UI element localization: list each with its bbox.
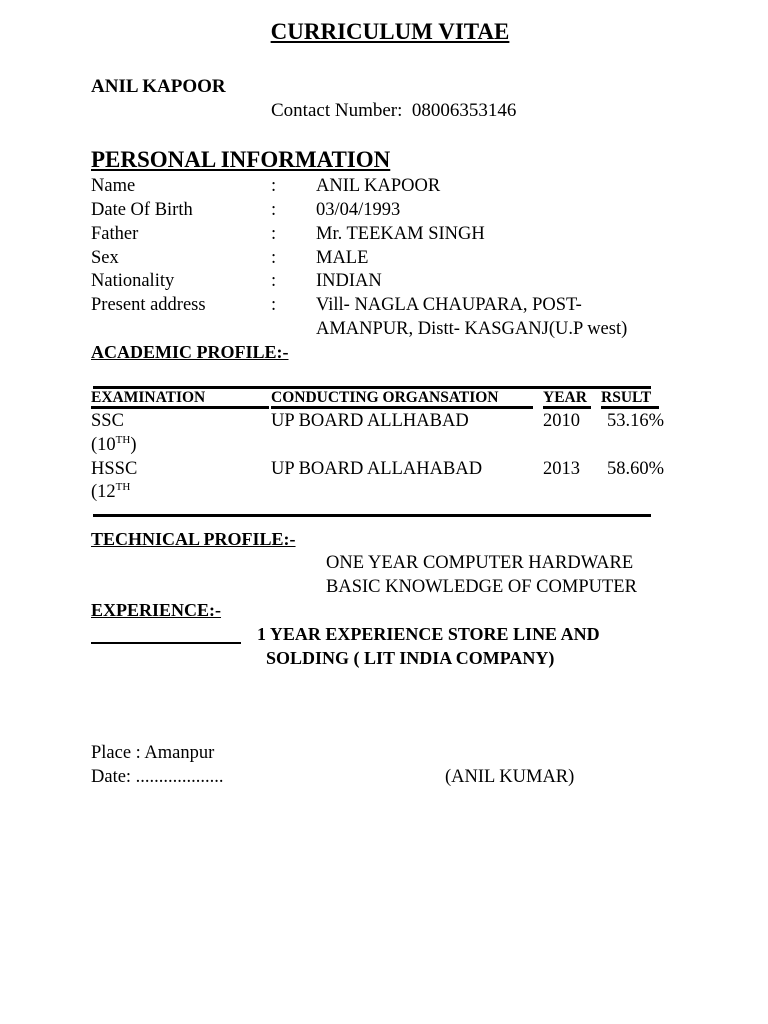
exam-level-number: (10 <box>91 435 116 455</box>
date-line: Date: ................... <box>91 767 224 787</box>
table-bottom-rule <box>93 514 651 517</box>
academic-profile-heading: ACADEMIC PROFILE:- <box>91 342 289 362</box>
pi-label-father: Father <box>91 224 139 244</box>
table-cell-year: 2010 <box>543 411 580 431</box>
table-cell-exam-level <box>91 436 137 455</box>
document-title: CURRICULUM VITAE <box>270 19 510 44</box>
exam-level-number: (12 <box>91 482 116 502</box>
pi-colon: : <box>271 224 277 244</box>
header-underline-result <box>601 406 659 409</box>
table-cell-year: 2013 <box>543 459 580 479</box>
experience-blank-rule <box>91 642 241 644</box>
table-cell-organisation: UP BOARD ALLAHABAD <box>271 459 483 479</box>
header-underline-organisation <box>271 406 533 409</box>
place-line: Place : Amanpur <box>91 743 215 763</box>
pi-colon: : <box>271 295 277 315</box>
pi-label-name: Name <box>91 176 136 196</box>
pi-colon: : <box>271 200 277 220</box>
pi-value-name: ANIL KAPOOR <box>316 176 441 196</box>
header-underline-examination <box>91 406 269 409</box>
pi-label-address: Present address <box>91 295 206 315</box>
pi-value-address-line2: AMANPUR, Distt- KASGANJ(U.P west) <box>316 319 628 339</box>
technical-profile-item: ONE YEAR COMPUTER HARDWARE <box>326 553 634 573</box>
table-cell-exam: SSC <box>91 411 124 431</box>
pi-label-sex: Sex <box>91 248 119 268</box>
contact-line <box>271 101 516 120</box>
pi-label-nationality: Nationality <box>91 271 175 291</box>
column-header-year: YEAR <box>543 389 587 406</box>
experience-heading: EXPERIENCE:- <box>91 600 222 620</box>
column-header-organisation: CONDUCTING ORGANSATION <box>271 389 499 406</box>
contact-number: 08006353146 <box>411 100 517 121</box>
pi-colon: : <box>271 248 277 268</box>
table-cell-result: 58.60% <box>607 459 665 479</box>
exam-level-superscript: TH <box>115 481 131 493</box>
experience-line: SOLDING ( LIT INDIA COMPANY) <box>266 648 555 668</box>
experience-line: 1 YEAR EXPERIENCE STORE LINE AND <box>257 624 600 644</box>
pi-value-nationality: INDIAN <box>316 271 382 291</box>
column-header-result: RSULT <box>601 389 652 406</box>
contact-label: Contact Number: <box>271 100 403 121</box>
signature-name: (ANIL KUMAR) <box>445 767 575 787</box>
pi-value-sex: MALE <box>316 248 369 268</box>
pi-value-father: Mr. TEEKAM SINGH <box>316 224 485 244</box>
candidate-name: ANIL KAPOOR <box>91 76 226 97</box>
table-cell-exam-level <box>91 483 130 502</box>
exam-level-close: ) <box>130 435 137 455</box>
technical-profile-item: BASIC KNOWLEDGE OF COMPUTER <box>326 577 637 597</box>
table-cell-exam: HSSC <box>91 459 138 479</box>
exam-level-superscript: TH <box>115 434 131 446</box>
technical-profile-heading: TECHNICAL PROFILE:- <box>91 529 296 549</box>
pi-label-dob: Date Of Birth <box>91 200 193 220</box>
pi-value-dob: 03/04/1993 <box>316 200 401 220</box>
table-cell-result: 53.16% <box>607 411 665 431</box>
table-cell-organisation: UP BOARD ALLHABAD <box>271 411 469 431</box>
pi-colon: : <box>271 271 277 291</box>
personal-information-heading: PERSONAL INFORMATION <box>91 147 391 172</box>
column-header-examination: EXAMINATION <box>91 389 206 406</box>
pi-colon: : <box>271 176 277 196</box>
header-underline-year <box>543 406 591 409</box>
pi-value-address-line1: Vill- NAGLA CHAUPARA, POST- <box>316 295 582 315</box>
